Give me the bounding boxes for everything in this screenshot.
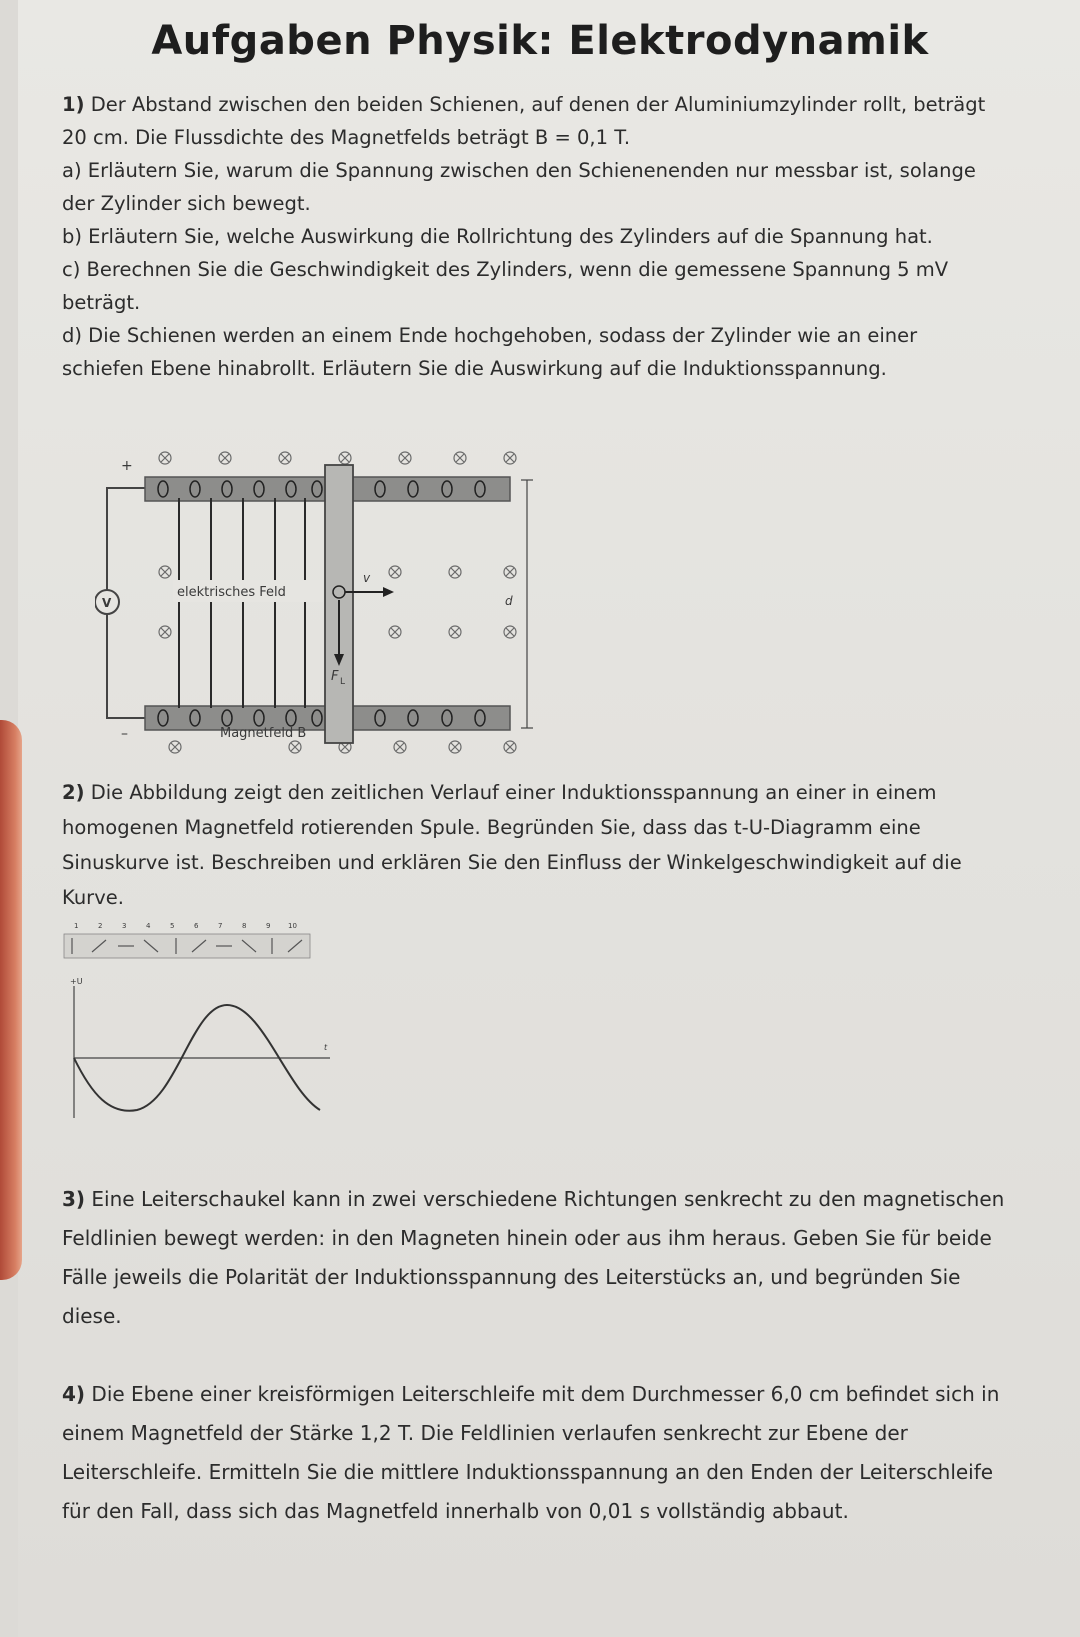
- task-3-line1: Eine Leiterschaukel kann in zwei verschiedene Richtungen senkrecht zu den magnetischen: [91, 1187, 1005, 1211]
- rail-cylinder-figure: [95, 440, 545, 770]
- task-3-line3: Fälle jeweils die Polarität der Induktionsspannung des Leiterstücks an, und begründen Sie: [62, 1265, 961, 1289]
- coil-step-strip: [64, 922, 310, 958]
- step-3: 3: [122, 922, 127, 930]
- task-4: [62, 1375, 1022, 1531]
- task-2: [62, 775, 1012, 915]
- magnet-field-label: Magnetfeld B: [220, 726, 307, 741]
- task-2-line2: homogenen Magnetfeld rotierenden Spule. Begründen Sie, dass das t-U-Diagramm eine: [62, 816, 921, 839]
- task-4-number: 4): [62, 1382, 86, 1406]
- task-1a-line1: a) Erläutern Sie, warum die Spannung zwischen den Schienenenden nur messbar ist, solange: [62, 159, 976, 182]
- step-5: 5: [170, 922, 175, 930]
- task-2-number: 2): [62, 781, 85, 804]
- distance-label: d: [505, 594, 513, 608]
- task-4-line4: für den Fall, dass sich das Magnetfeld innerhalb von 0,01 s vollständig abbaut.: [62, 1499, 849, 1523]
- plus-sign: +: [121, 458, 133, 474]
- force-subscript: L: [340, 677, 346, 687]
- y-axis-label: +U: [70, 977, 83, 986]
- finger-holding-paper: [0, 720, 22, 1280]
- voltmeter-label: V: [102, 596, 112, 610]
- task-3-line2: Feldlinien bewegt werden: in den Magneten hinein oder aus ihm heraus. Geben Sie für beide: [62, 1226, 992, 1250]
- task-1a-line2: der Zylinder sich bewegt.: [62, 192, 311, 215]
- task-2-line3: Sinuskurve ist. Beschreiben und erklären Sie den Einfluss der Winkelgeschwindigkeit auf die: [62, 851, 962, 874]
- step-7: 7: [218, 922, 223, 930]
- task-1c-line2: beträgt.: [62, 291, 141, 314]
- step-9: 9: [266, 922, 271, 930]
- task-1-number: 1): [62, 93, 85, 116]
- task-1d-line1: d) Die Schienen werden an einem Ende hochgehoben, sodass der Zylinder wie an einer: [62, 324, 918, 347]
- step-4: 4: [146, 922, 151, 930]
- task-2-line1: Die Abbildung zeigt den zeitlichen Verlauf einer Induktionsspannung an einer in einem: [90, 781, 937, 804]
- step-2: 2: [98, 922, 103, 930]
- step-1: 1: [74, 922, 79, 930]
- velocity-arrow-head: [383, 587, 394, 597]
- task-1-intro-line2: 20 cm. Die Flussdichte des Magnetfelds beträgt B = 0,1 T.: [62, 126, 631, 149]
- step-8: 8: [242, 922, 247, 930]
- task-4-line3: Leiterschleife. Ermitteln Sie die mittlere Induktionsspannung an den Enden der Leiterschleife: [62, 1460, 994, 1484]
- step-numbers: [74, 922, 297, 930]
- electric-field-label: elektrisches Feld: [177, 585, 286, 600]
- task-3: [62, 1180, 1012, 1336]
- task-1: [62, 88, 1012, 385]
- task-3-line4: diese.: [62, 1304, 122, 1328]
- force-label: F: [331, 669, 339, 684]
- velocity-label: v: [363, 571, 371, 585]
- voltmeter-icon: [95, 590, 119, 614]
- page-title: Aufgaben Physik: Elektrodynamik: [151, 18, 929, 64]
- task-3-number: 3): [62, 1187, 86, 1211]
- sine-voltage-figure: [62, 920, 342, 1120]
- step-6: 6: [194, 922, 199, 930]
- x-axis-label: t: [324, 1043, 328, 1052]
- task-4-line2: einem Magnetfeld der Stärke 1,2 T. Die Feldlinien verlaufen senkrecht zur Ebene der: [62, 1421, 908, 1445]
- task-4-line1: Die Ebene einer kreisförmigen Leiterschleife mit dem Durchmesser 6,0 cm befindet sich in: [91, 1382, 1000, 1406]
- task-1-intro-line1: Der Abstand zwischen den beiden Schienen, auf denen der Aluminiumzylinder rollt, beträgt: [90, 93, 986, 116]
- task-2-line4: Kurve.: [62, 886, 124, 909]
- task-1c-line1: c) Berechnen Sie die Geschwindigkeit des Zylinders, wenn die gemessene Spannung 5 mV: [62, 258, 949, 281]
- task-1d-line2: schiefen Ebene hinabrollt. Erläutern Sie die Auswirkung auf die Induktionsspannung.: [62, 357, 887, 380]
- task-1b: b) Erläutern Sie, welche Auswirkung die Rollrichtung des Zylinders auf die Spannung hat.: [62, 225, 933, 248]
- electric-field-lines: [179, 498, 305, 708]
- minus-sign: –: [121, 726, 128, 742]
- step-10: 10: [288, 922, 297, 930]
